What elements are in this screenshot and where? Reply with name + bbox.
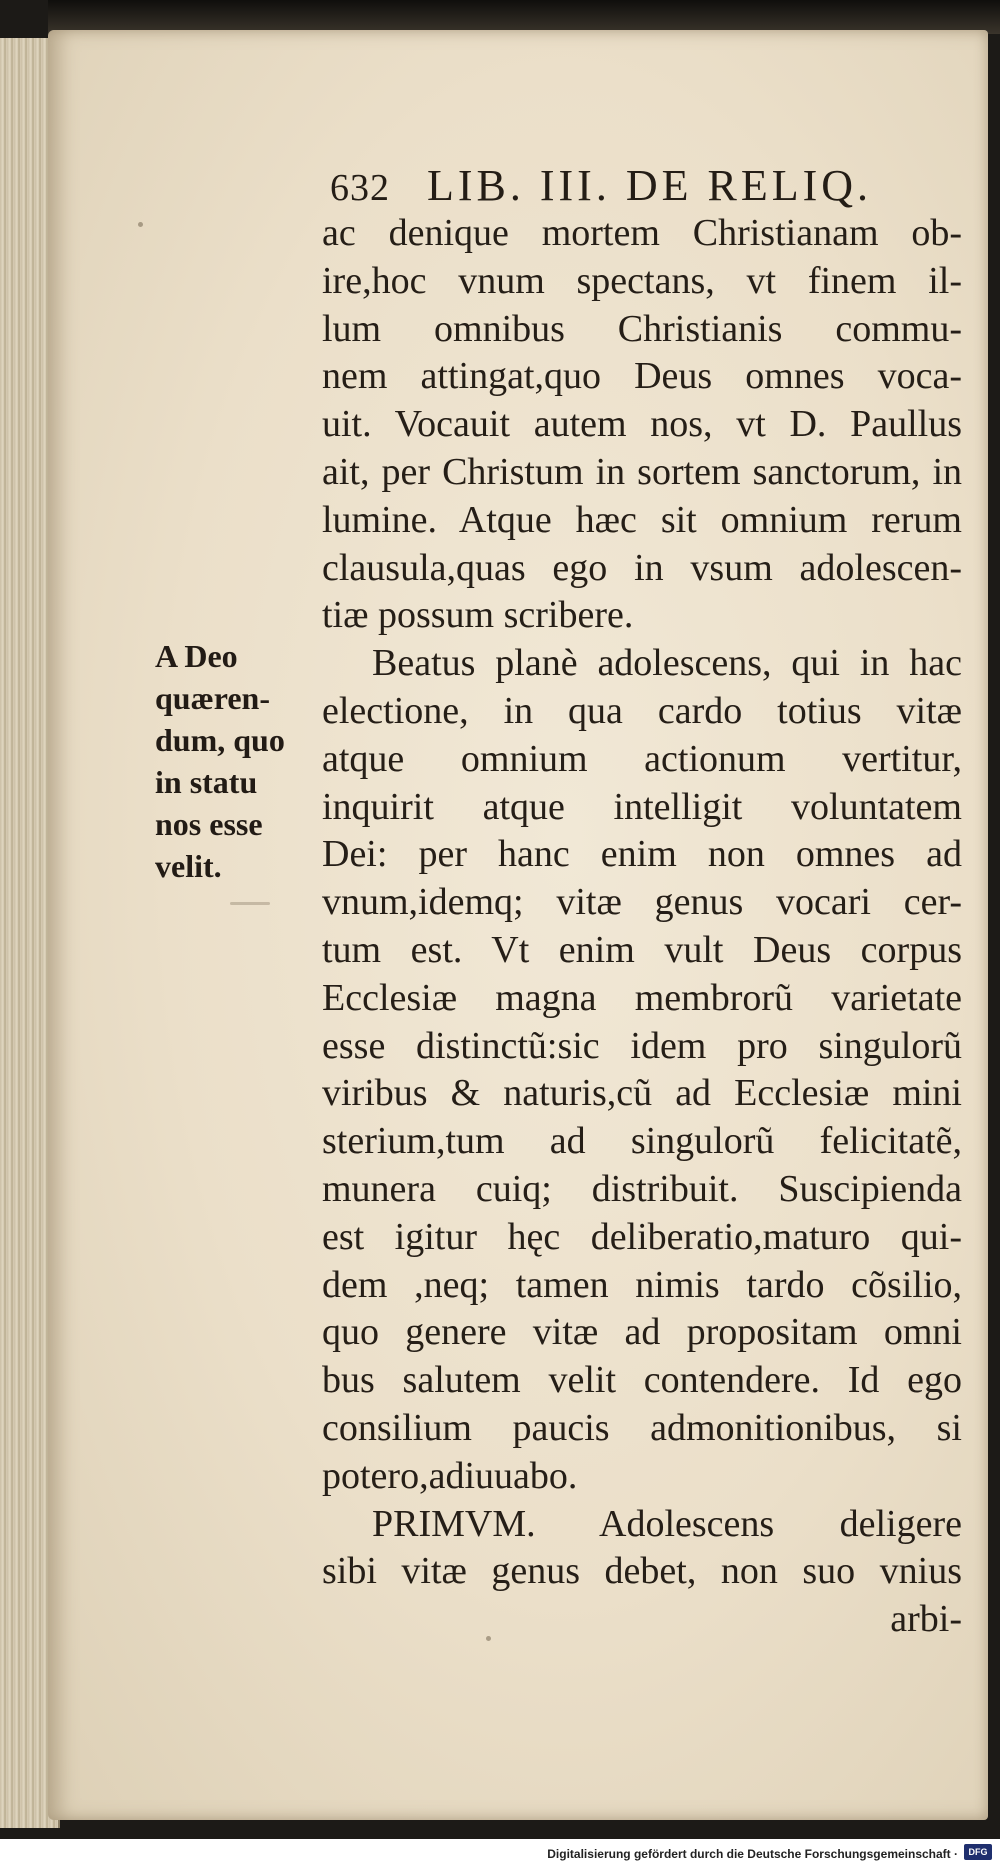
main-text-block <box>322 210 962 1644</box>
digitization-credit: Digitalisierung gefördert durch die Deutsche Forschungsgemeinschaft · <box>547 1847 958 1861</box>
catchword: arbi- <box>890 1598 962 1641</box>
text-line: munera cuiq; distribuit. Suscipienda <box>322 1167 962 1210</box>
text-line: potero,adiuuabo. <box>322 1454 578 1497</box>
text-line: Ecclesiæ magna membrorũ varietate <box>322 976 962 1019</box>
marginal-line: quæren- <box>155 680 270 716</box>
text-line: Beatus planè adolescens, qui in hac <box>372 642 962 685</box>
footer-bar <box>0 1839 1000 1863</box>
text-line: ire,hoc vnum spectans, vt finem il- <box>322 259 962 302</box>
text-line: lum omnibus Christianis commu- <box>322 307 962 350</box>
text-line: sibi vitæ genus debet, non suo vnius <box>322 1550 962 1593</box>
ink-speck <box>138 222 143 227</box>
text-line: uit. Vocauit autem nos, vt D. Paullus <box>322 403 962 446</box>
marginal-line: A Deo <box>155 638 238 674</box>
ink-speck <box>230 902 270 905</box>
text-line: nem attingat,quo Deus omnes voca- <box>322 355 962 398</box>
text-line: Dei: per hanc enim non omnes ad <box>322 833 962 876</box>
marginal-line: velit. <box>155 848 222 884</box>
text-line: tiæ possum scribere. <box>322 594 634 637</box>
running-title: LIB. III. DE RELIQ. <box>427 161 873 210</box>
page-number: 632 <box>330 167 390 209</box>
text-line: consilium paucis admonitionibus, si <box>322 1406 962 1449</box>
text-line: tum est. Vt enim vult Deus corpus <box>322 928 962 971</box>
text-line: lumine. Atque hæc sit omnium rerum <box>322 498 962 541</box>
text-line: electione, in qua cardo totius vitæ <box>322 689 962 732</box>
text-line: bus salutem velit contendere. Id ego <box>322 1359 962 1402</box>
text-line: vnum,idemq; vitæ genus vocari cer- <box>322 881 962 924</box>
marginal-note <box>155 635 315 887</box>
text-line: quo genere vitæ ad propositam omni <box>322 1311 962 1354</box>
dfg-logo-icon: DFG <box>964 1844 992 1860</box>
text-line: sterium,tum ad singulorũ felicitatẽ, <box>322 1120 962 1163</box>
text-line: est igitur hęc deliberatio,maturo qui- <box>322 1215 962 1258</box>
text-line: dem ,neq; tamen nimis tardo cõsilio, <box>322 1263 962 1306</box>
text-line: ait, per Christum in sortem sanctorum, in <box>322 450 962 493</box>
marginal-line: in statu <box>155 764 258 800</box>
text-line: inquirit atque intelligit voluntatem <box>322 785 962 828</box>
text-line: PRIMVM. Adolescens deligere <box>372 1502 962 1545</box>
marginal-line: dum, quo <box>155 722 285 758</box>
marginal-line: nos esse <box>155 806 263 842</box>
text-line: ac denique mortem Christianam ob- <box>322 212 962 254</box>
text-line: clausula,quas ego in vsum adolescen- <box>322 546 962 589</box>
text-line: esse distinctũ:sic idem pro singulorũ <box>322 1024 962 1067</box>
scan-top-edge <box>48 0 1000 34</box>
text-line: viribus & naturis,cũ ad Ecclesiæ mini <box>322 1072 962 1115</box>
text-line: atque omnium actionum vertitur, <box>322 737 962 780</box>
ink-speck <box>486 1636 491 1641</box>
running-header <box>330 160 970 216</box>
